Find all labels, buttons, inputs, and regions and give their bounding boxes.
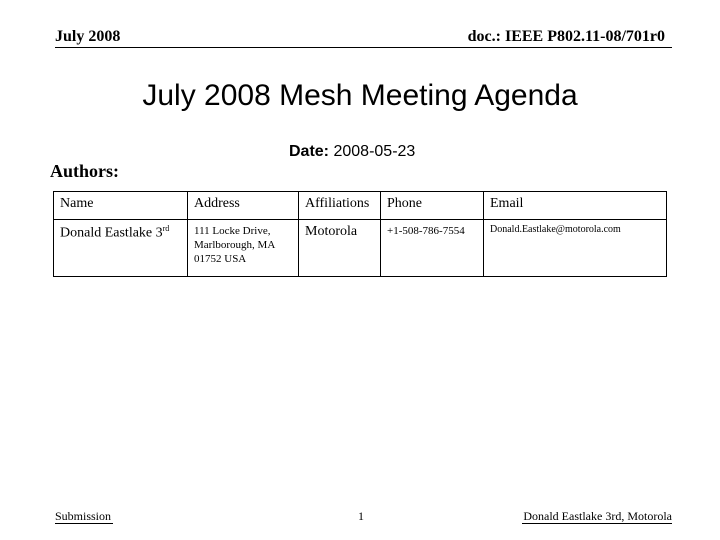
authors-heading: Authors:: [50, 161, 120, 181]
footer-rule-left: [55, 523, 113, 524]
col-header-affiliations: Affiliations: [299, 192, 381, 220]
col-header-email: Email: [484, 192, 667, 220]
col-header-name: Name: [54, 192, 188, 220]
author-affiliation: Motorola: [299, 220, 381, 277]
author-address: 111 Locke Drive, Marlborough, MA 01752 USA: [188, 220, 299, 277]
author-phone: +1-508-786-7554: [381, 220, 484, 277]
footer-rule-right: [522, 523, 672, 524]
table-row: [54, 220, 667, 277]
author-name: [54, 220, 188, 277]
header-rule: [55, 47, 672, 48]
footer-author: Donald Eastlake 3rd, Motorola: [523, 509, 672, 523]
date-value: 2008-05-23: [333, 143, 416, 160]
col-header-phone: Phone: [381, 192, 484, 220]
author-email: Donald.Eastlake@motorola.com: [484, 220, 667, 277]
table-header-row: [54, 192, 667, 220]
header-date: July 2008: [55, 28, 121, 45]
col-header-address: Address: [188, 192, 299, 220]
authors-table: [53, 191, 667, 277]
footer-page-number: 1: [358, 509, 364, 523]
slide-title: July 2008 Mesh Meeting Agenda: [142, 79, 578, 112]
author-name-text: Donald Eastlake 3: [60, 225, 163, 241]
date-label: Date:: [289, 143, 330, 160]
slide-date: [289, 143, 415, 161]
author-name-suffix: rd: [162, 224, 170, 233]
header-doc-id: doc.: IEEE P802.11-08/701r0: [467, 28, 665, 45]
footer-submission: Submission: [55, 509, 112, 523]
